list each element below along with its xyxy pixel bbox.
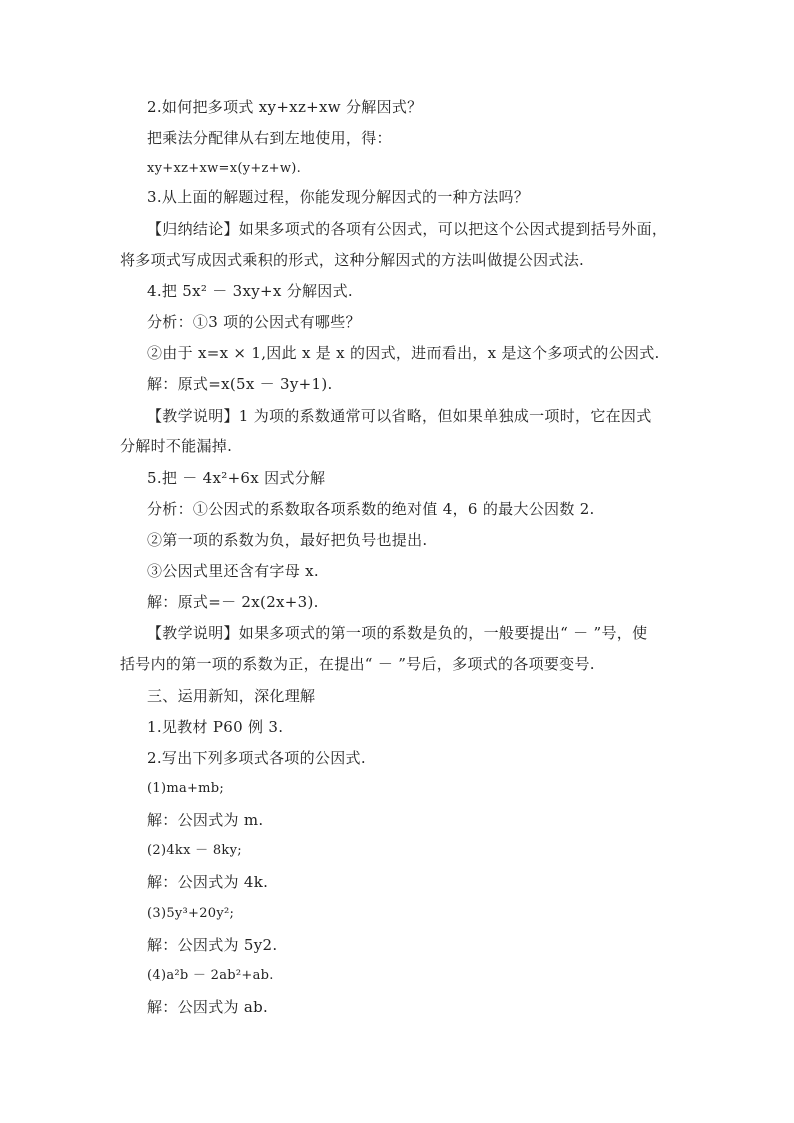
exercise-2-item-2: (2)4kx － 8ky;: [147, 843, 242, 858]
exercise-2-answer-4: 解：公因式为 ab.: [147, 998, 269, 1016]
exercise-2-item-1: (1)ma+mb;: [147, 781, 225, 796]
conclusion-paragraph-line-1: 【归纳结论】如果多项式的各项有公因式，可以把这个公因式提到括号外面，: [147, 220, 668, 238]
answer-2-intro: 把乘法分配律从右到左地使用，得：: [147, 129, 392, 147]
exercise-2-item-3: (3)5y³+20y²;: [147, 906, 235, 921]
analysis-5-line-1: 分析：①公因式的系数取各项系数的绝对值 4，6 的最大公因数 2.: [147, 500, 595, 518]
exercise-2-answer-3: 解：公因式为 5y2.: [147, 936, 278, 954]
analysis-5-line-3: ③公因式里还含有字母 x.: [147, 562, 319, 580]
answer-2-formula: xy+xz+xw=x(y+z+w).: [147, 161, 302, 176]
teaching-note-1-line-1: 【教学说明】1 为项的系数通常可以省略，但如果单独成一项时，它在因式: [147, 407, 652, 425]
section-3-heading: 三、运用新知，深化理解: [147, 687, 316, 705]
teaching-note-1-line-2: 分解时不能漏掉.: [120, 437, 233, 455]
question-2-heading: 2.如何把多项式 xy+xz+xw 分解因式？: [147, 98, 423, 116]
conclusion-paragraph-line-2: 将多项式写成因式乘积的形式，这种分解因式的方法叫做提公因式法.: [120, 251, 585, 269]
question-5-heading: 5.把 － 4x²+6x 因式分解: [147, 469, 326, 487]
exercise-2-heading: 2.写出下列多项式各项的公因式.: [147, 749, 366, 767]
exercise-2-item-4: (4)a²b － 2ab²+ab.: [147, 968, 274, 983]
analysis-4-line-2: ②由于 x=x × 1,因此 x 是 x 的因式，进而看出，x 是这个多项式的公因式.: [147, 344, 660, 362]
exercise-2-answer-2: 解：公因式为 4k.: [147, 873, 269, 891]
solution-4: 解：原式=x(5x － 3y+1).: [147, 375, 333, 393]
solution-5: 解：原式=－ 2x(2x+3).: [147, 593, 319, 611]
exercise-1: 1.见教材 P60 例 3.: [147, 718, 284, 736]
teaching-note-2-line-1: 【教学说明】如果多项式的第一项的系数是负的，一般要提出“ － ”号，使: [147, 624, 648, 642]
analysis-4-line-1: 分析：①3 项的公因式有哪些？: [147, 313, 361, 331]
question-3-heading: 3.从上面的解题过程，你能发现分解因式的一种方法吗？: [147, 188, 530, 206]
exercise-2-answer-1: 解：公因式为 m.: [147, 811, 264, 829]
analysis-5-line-2: ②第一项的系数为负，最好把负号也提出.: [147, 531, 428, 549]
question-4-heading: 4.把 5x² － 3xy+x 分解因式.: [147, 282, 353, 300]
teaching-note-2-line-2: 括号内的第一项的系数为正，在提出“ － ”号后，多项式的各项要变号.: [120, 655, 595, 673]
